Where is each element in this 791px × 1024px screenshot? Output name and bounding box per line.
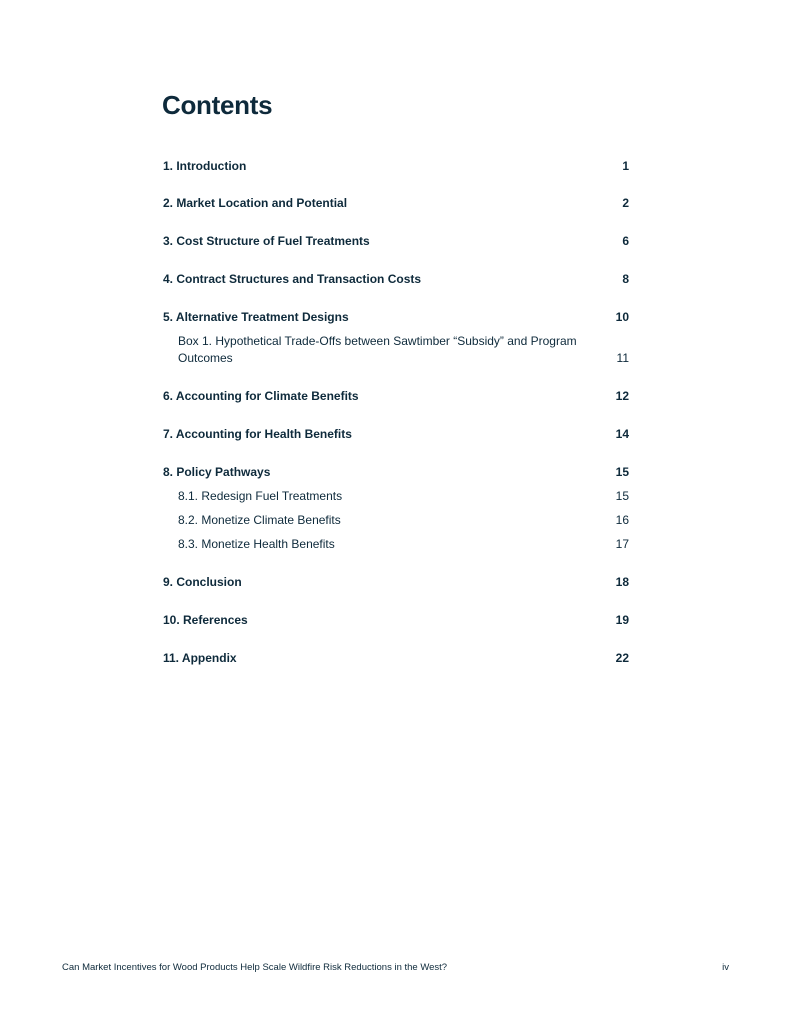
toc-entry-box-1[interactable] [178, 333, 629, 367]
page-title: Contents [162, 90, 273, 120]
page-footer [62, 962, 729, 973]
toc-entry-alternative-designs[interactable] [163, 309, 629, 325]
footer-title: Can Market Incentives for Wood Products Help Scale Wildfire Risk Reductions in the West? [62, 962, 448, 973]
toc-entry-appendix[interactable] [163, 650, 629, 666]
toc-entry-page: 2 [622, 196, 629, 210]
toc-entry-label: 1. Introduction [163, 159, 247, 173]
toc-entry-page: 10 [615, 310, 629, 324]
toc-entry-page: 14 [615, 427, 629, 441]
toc-entry-page: 8 [622, 272, 629, 286]
toc-entry-references[interactable] [163, 612, 629, 628]
toc-entry-page: 1 [622, 159, 629, 173]
toc-entry-label: Box 1. Hypothetical Trade-Offs between Sawtimber “Subsidy” and Program Outcomes [178, 334, 577, 365]
toc-entry-page: 18 [615, 575, 629, 589]
toc-entry-page: 12 [615, 389, 629, 403]
toc-entry-contract-structures[interactable] [163, 271, 629, 287]
toc-entry-label: 2. Market Location and Potential [163, 196, 348, 210]
toc-entry-market-location[interactable] [163, 195, 629, 211]
toc-entry-cost-structure[interactable] [163, 233, 629, 249]
toc-entry-conclusion[interactable] [163, 574, 629, 590]
toc-entry-policy-pathways[interactable] [163, 464, 629, 480]
toc-entry-label: 11. Appendix [163, 651, 237, 665]
toc-entry-label: 5. Alternative Treatment Designs [163, 310, 349, 324]
toc-entry-label: 4. Contract Structures and Transaction Costs [163, 272, 422, 286]
footer-page-number: iv [722, 962, 729, 973]
toc-entry-label: 9. Conclusion [163, 575, 242, 589]
toc-entry-label: 10. References [163, 613, 248, 627]
toc-entry-label: 8. Policy Pathways [163, 465, 271, 479]
toc-entry-page: 11 [616, 351, 629, 365]
toc-entry-introduction[interactable] [163, 158, 629, 174]
toc-entry-page: 6 [622, 234, 629, 248]
toc-entry-label: 7. Accounting for Health Benefits [163, 427, 352, 441]
toc-entry-page: 15 [615, 489, 629, 503]
toc-entry-page: 15 [615, 465, 629, 479]
toc-entry-label: 6. Accounting for Climate Benefits [163, 389, 359, 403]
toc-subentry-redesign[interactable] [178, 488, 629, 504]
toc-entry-health-benefits[interactable] [163, 426, 629, 442]
toc-entry-page: 17 [615, 537, 629, 551]
toc-entry-label: 3. Cost Structure of Fuel Treatments [163, 234, 370, 248]
toc-entry-page: 16 [615, 513, 629, 527]
toc-entry-label: 8.2. Monetize Climate Benefits [178, 513, 341, 527]
toc-entry-label: 8.3. Monetize Health Benefits [178, 537, 335, 551]
toc-entry-label: 8.1. Redesign Fuel Treatments [178, 489, 343, 503]
toc-subentry-health[interactable] [178, 536, 629, 552]
toc-subentry-climate[interactable] [178, 512, 629, 528]
toc-entry-climate-benefits[interactable] [163, 388, 629, 404]
toc-entry-page: 22 [615, 651, 629, 665]
toc-entry-page: 19 [615, 613, 629, 627]
